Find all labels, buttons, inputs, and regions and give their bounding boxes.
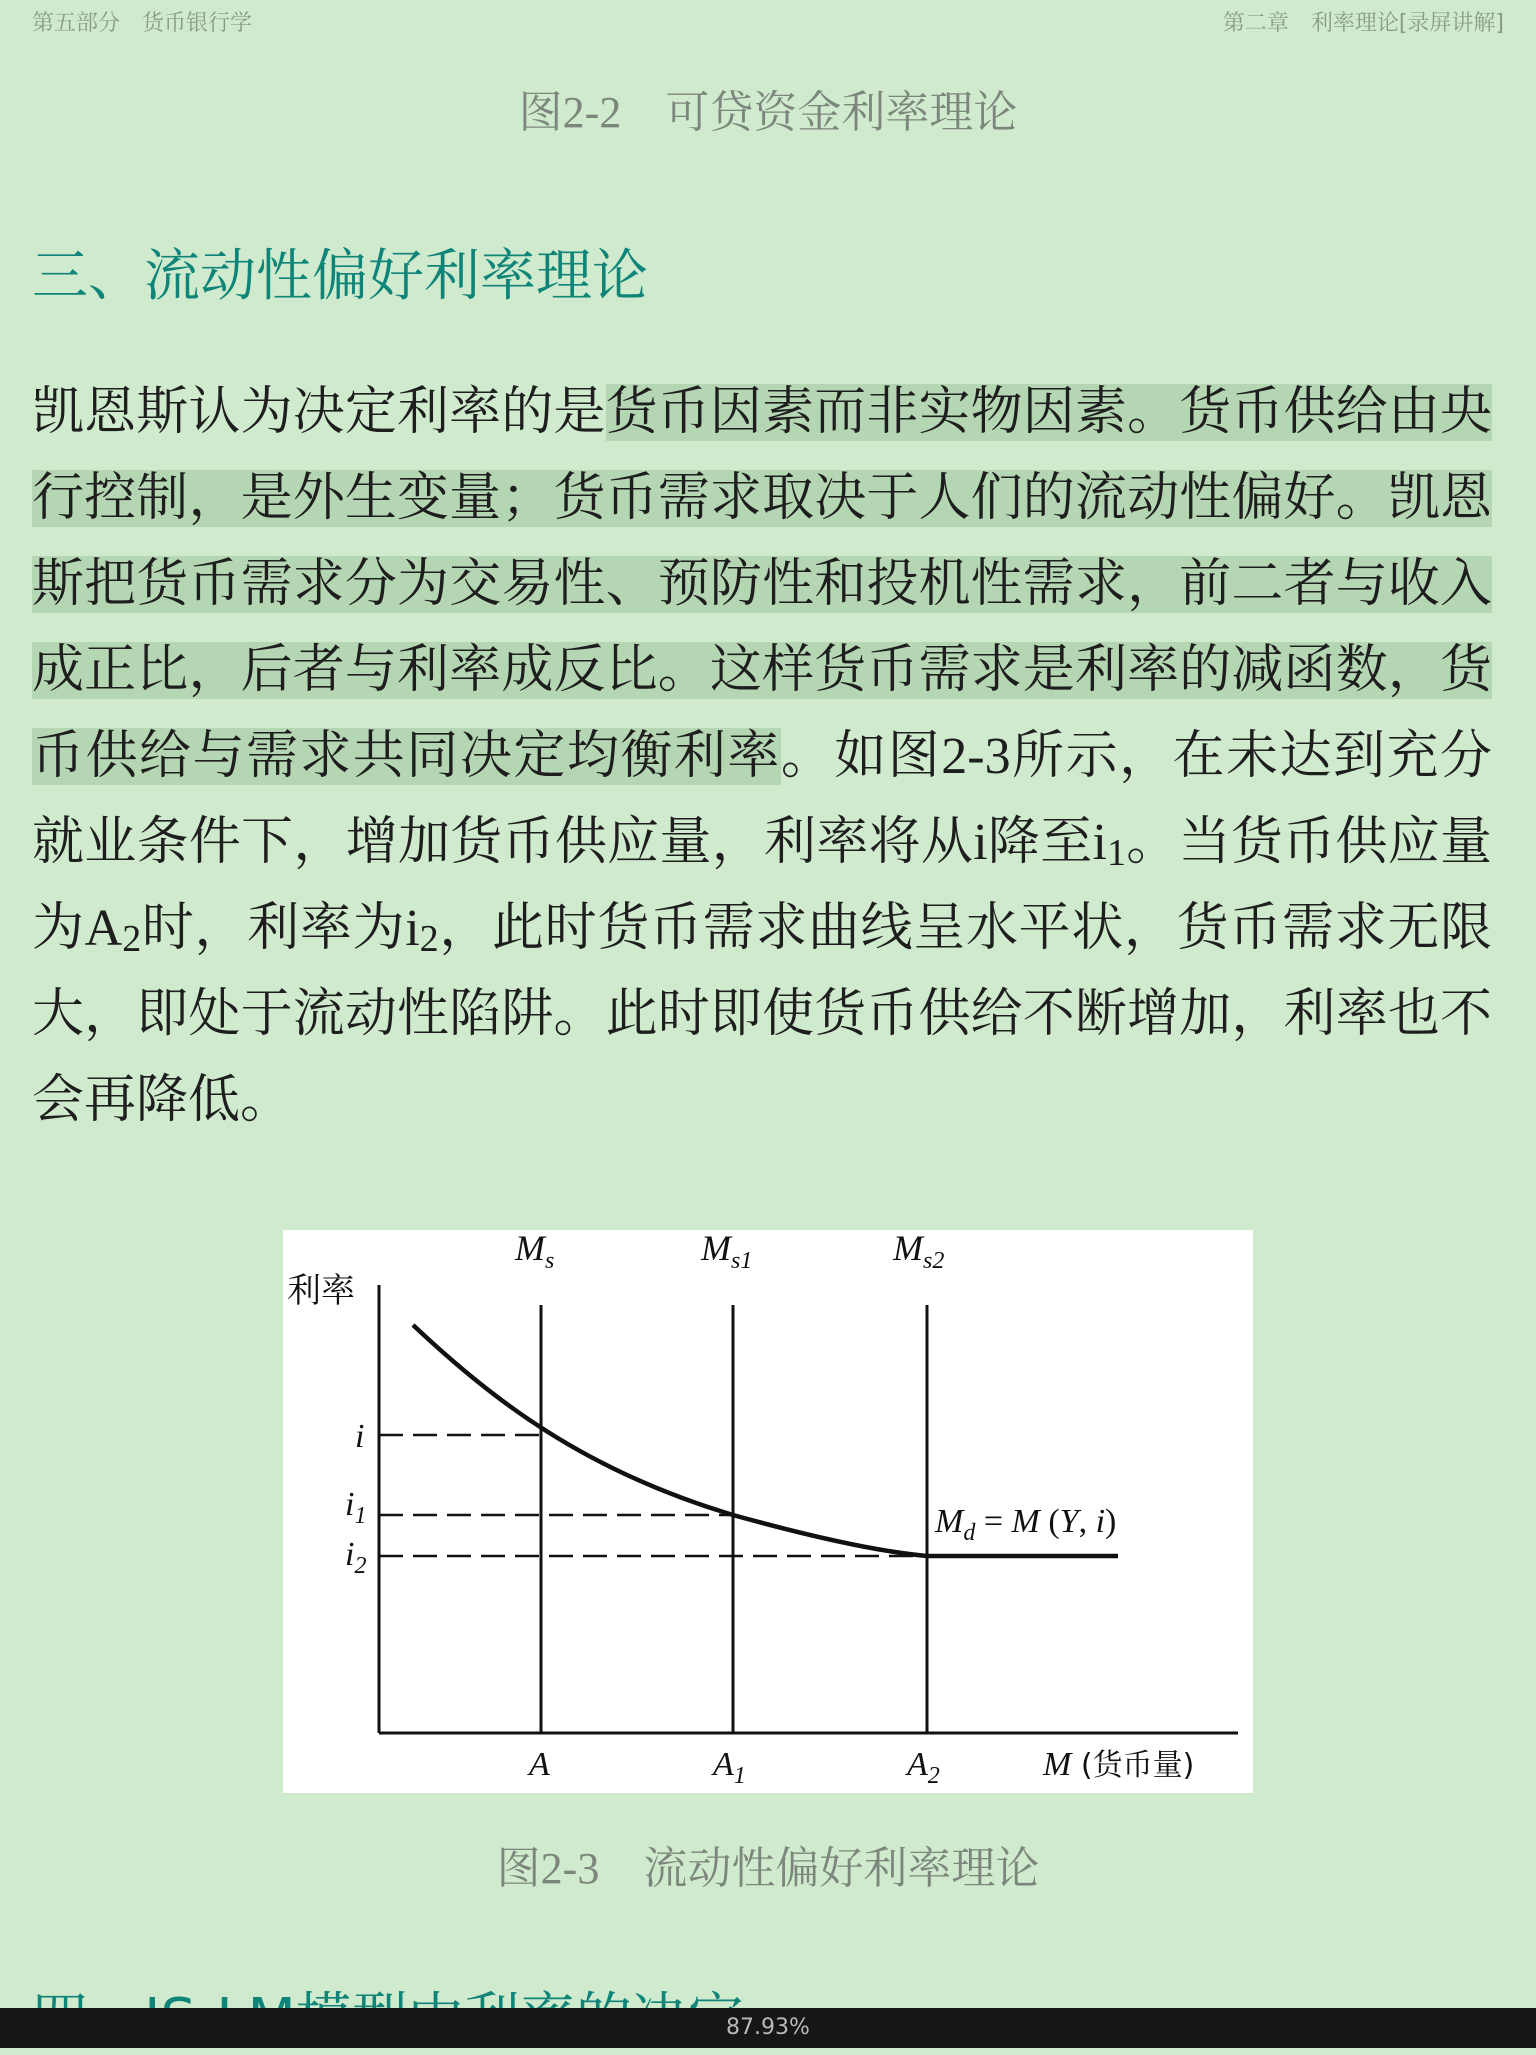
running-header xyxy=(0,0,1536,40)
highlighted-text[interactable]: 货币因素而非实物因素。货币供给由央行控制，是外生变量；货币需求取决于人们的流动性偏好。凯恩斯把货币需求分为交易性、预防性和投机性需求，前二者与收入成正比，后者与利率成反比。这样货币需求是利率的减函数，货币供给与需求共同决定均衡利率 xyxy=(32,384,1492,785)
rate-label-i1: $i_1$ xyxy=(345,1486,367,1529)
paragraph-text: 凯恩斯认为决定利率的是 xyxy=(32,384,606,441)
figure-2-2-caption: 图2-2 可贷资金利率理论 xyxy=(518,88,1018,137)
demand-curve-label: $M_d = M$ (Y, i) xyxy=(935,1503,1117,1546)
y-axis-label: 利率 xyxy=(287,1271,355,1311)
figure-2-3-caption: 图2-3 流动性偏好利率理论 xyxy=(496,1844,1040,1893)
rate-label-i2: $i_2$ xyxy=(345,1536,367,1579)
x-label-a2: $A_2$ xyxy=(907,1746,940,1789)
x-label-a1: $A_1$ xyxy=(713,1746,746,1789)
liquidity-preference-chart[interactable] xyxy=(283,1230,1253,1793)
supply-label-ms2: $M_{s2}$ xyxy=(893,1230,945,1274)
supply-label-ms: $M_s$ xyxy=(515,1230,555,1274)
body-paragraph xyxy=(32,370,1492,1144)
paragraph-text: ，此时货币需求曲线呈水平状，货币需求无限大，即处于流动性陷阱。此时即使货币供给不断增加，利率也不会再降低。 xyxy=(32,900,1492,1129)
x-axis-label: M (货币量) xyxy=(1043,1746,1195,1783)
supply-label-ms1: $M_{s1}$ xyxy=(701,1230,753,1274)
subscript: 2 xyxy=(419,918,439,960)
paragraph-text: 。当货币供应量为A xyxy=(32,814,1492,957)
x-label-a: A xyxy=(529,1746,550,1783)
subscript: 2 xyxy=(122,918,142,960)
paragraph-text: 。如图2-3所示，在未达到充分就业条件下，增加货币供应量，利率将从i降至i xyxy=(32,728,1492,871)
paragraph-text: 时，利率为i xyxy=(141,900,420,957)
rate-label-i: i xyxy=(355,1418,365,1455)
reading-progress-percent: 87.93% xyxy=(726,2015,810,2040)
section-heading: 三、流动性偏好利率理论 xyxy=(32,244,648,309)
reading-progress-bar xyxy=(0,2008,1536,2048)
header-part-title: 第五部分 货币银行学 xyxy=(32,11,253,36)
subscript: 1 xyxy=(1106,832,1126,874)
header-chapter-title: 第二章 利率理论[录屏讲解] xyxy=(1222,11,1504,36)
